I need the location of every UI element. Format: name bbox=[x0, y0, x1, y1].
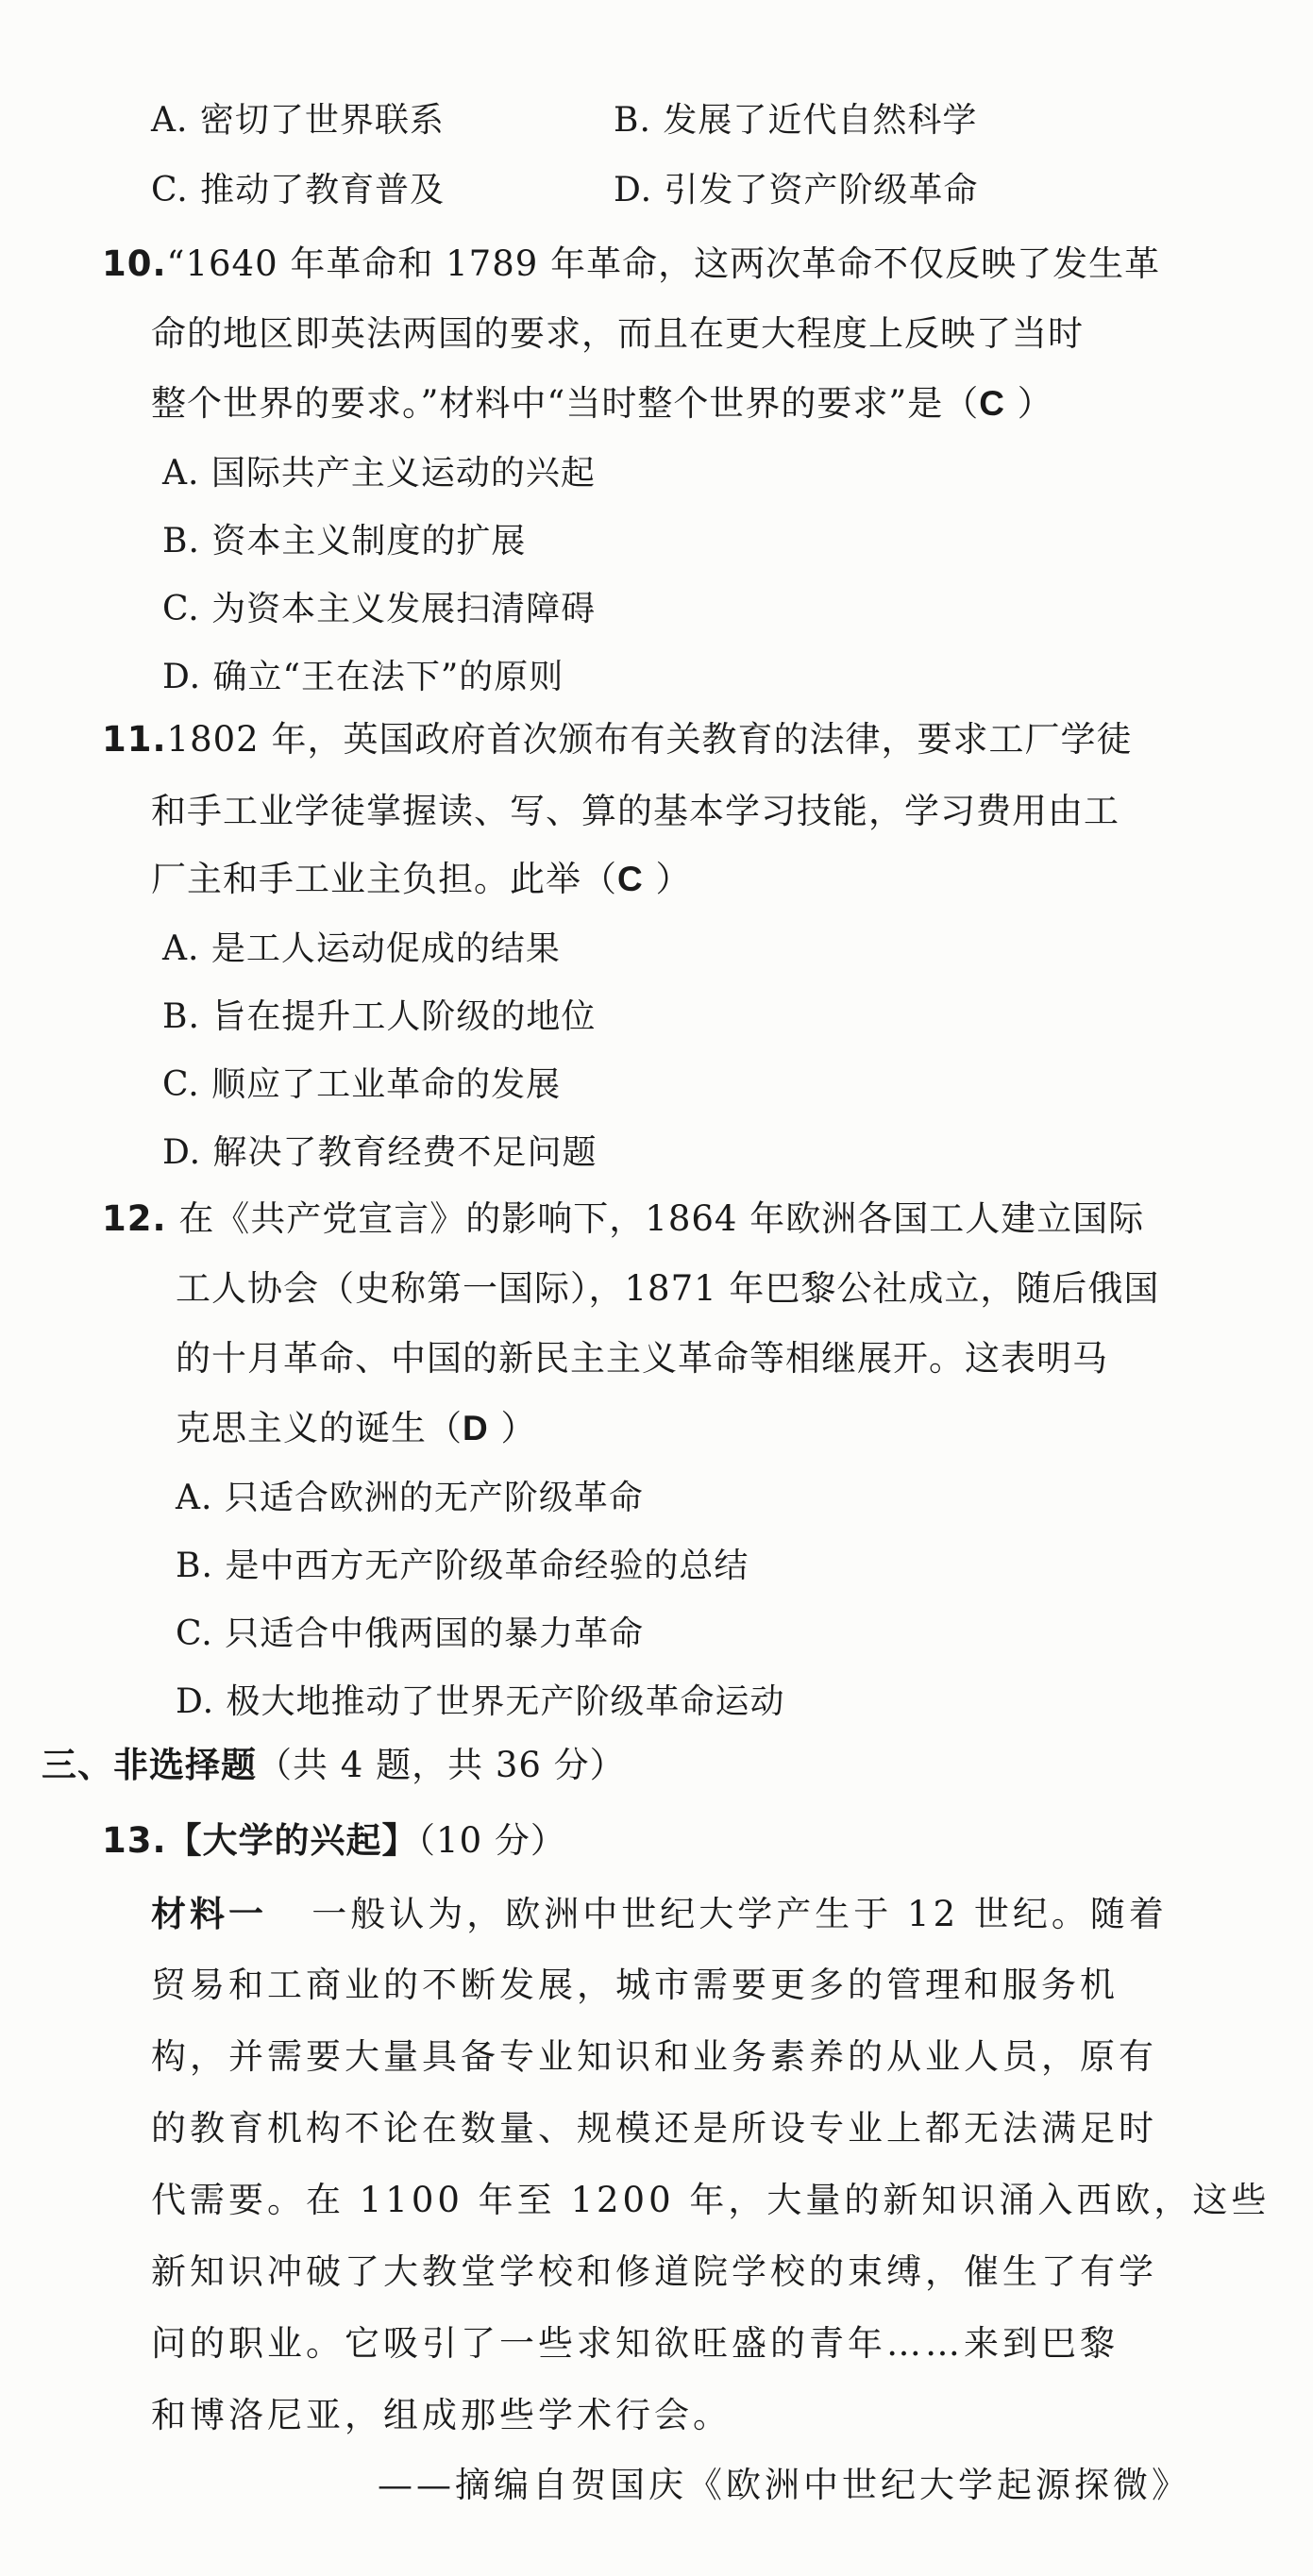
question-11-line-3: 厂主和手工业主负担。此举（C ） bbox=[151, 859, 692, 899]
q10-option-c: C. 为资本主义发展扫清障碍 bbox=[162, 590, 597, 628]
question-title: 【大学的兴起】 bbox=[166, 1819, 418, 1861]
q11-option-b: B. 旨在提升工人阶级的地位 bbox=[162, 997, 597, 1036]
q12-option-d: D. 极大地推动了世界无产阶级革命运动 bbox=[176, 1682, 785, 1721]
question-10-line-1: 10.“1640 年革命和 1789 年革命，这两次革命不仅反映了发生革 bbox=[102, 243, 1161, 284]
section-title: 三、非选择题 bbox=[42, 1744, 257, 1785]
question-number: 13. bbox=[102, 1820, 167, 1861]
material-line-6: 新知识冲破了大教堂学校和修道院学校的束缚，催生了有学 bbox=[151, 2251, 1157, 2292]
question-11-line-2: 和手工业学徒掌握读、写、算的基本学习技能，学习费用由工 bbox=[151, 791, 1119, 831]
material-line-4: 的教育机构不论在数量、规模还是所设专业上都无法满足时 bbox=[151, 2108, 1157, 2149]
q11-option-d: D. 解决了教育经费不足问题 bbox=[162, 1133, 598, 1172]
q11-option-c: C. 顺应了工业革命的发展 bbox=[162, 1065, 562, 1104]
q12-option-c: C. 只适合中俄两国的暴力革命 bbox=[176, 1614, 645, 1653]
q9-option-c: C. 推动了教育普及 bbox=[151, 171, 446, 209]
question-12-line-2: 工人协会（史称第一国际），1871 年巴黎公社成立，随后俄国 bbox=[176, 1268, 1160, 1309]
q10-option-b: B. 资本主义制度的扩展 bbox=[162, 522, 527, 560]
q10-option-a: A. 国际共产主义运动的兴起 bbox=[162, 454, 596, 493]
answer-mark: D bbox=[463, 1409, 489, 1447]
answer-mark: C bbox=[617, 860, 644, 898]
question-number: 11. bbox=[102, 719, 167, 760]
q10-option-d: D. 确立“王在法下”的原则 bbox=[162, 658, 564, 696]
question-number: 12. bbox=[102, 1198, 167, 1239]
q9-option-b: B. 发展了近代自然科学 bbox=[614, 101, 978, 140]
q9-option-d: D. 引发了资产阶级革命 bbox=[614, 171, 979, 209]
material-source: ——摘编自贺国庆《欧洲中世纪大学起源探微》 bbox=[378, 2465, 1190, 2505]
question-12-line-3: 的十月革命、中国的新民主主义革命等相继展开。这表明马 bbox=[176, 1338, 1108, 1379]
question-12-line-4: 克思主义的诞生（D ） bbox=[176, 1408, 537, 1448]
q12-option-b: B. 是中西方无产阶级革命经验的总结 bbox=[176, 1547, 749, 1585]
q11-option-a: A. 是工人运动促成的结果 bbox=[162, 929, 561, 968]
q9-option-a: A. 密切了世界联系 bbox=[151, 101, 445, 140]
material-line-5: 代需要。在 1100 年至 1200 年，大量的新知识涌入西欧，这些 bbox=[151, 2180, 1271, 2220]
question-10-line-2: 命的地区即英法两国的要求，而且在更大程度上反映了当时 bbox=[151, 313, 1084, 354]
material-line-3: 构，并需要大量具备专业知识和业务素养的从业人员，原有 bbox=[151, 2036, 1157, 2077]
question-12-line-1: 12. 在《共产党宣言》的影响下，1864 年欧洲各国工人建立国际 bbox=[102, 1198, 1145, 1239]
material-line-1: 材料一 一般认为，欧洲中世纪大学产生于 12 世纪。随着 bbox=[151, 1893, 1168, 1934]
question-number: 10. bbox=[102, 243, 167, 284]
material-label: 材料一 bbox=[151, 1893, 267, 1934]
material-line-7: 问的职业。它吸引了一些求知欲旺盛的青年……来到巴黎 bbox=[151, 2323, 1119, 2364]
q12-option-a: A. 只适合欧洲的无产阶级革命 bbox=[176, 1479, 644, 1517]
answer-mark: C bbox=[979, 384, 1005, 423]
section-heading bbox=[42, 1742, 626, 1788]
question-11-line-1: 11.1802 年，英国政府首次颁布有关教育的法律，要求工厂学徒 bbox=[102, 719, 1133, 760]
question-13-heading bbox=[102, 1817, 566, 1864]
material-line-2: 贸易和工商业的不断发展，城市需要更多的管理和服务机 bbox=[151, 1965, 1119, 2005]
question-points: （10 分） bbox=[417, 1820, 566, 1861]
material-line-8: 和博洛尼亚，组成那些学术行会。 bbox=[151, 2395, 732, 2435]
section-info: （共 4 题，共 36 分） bbox=[257, 1745, 626, 1785]
question-10-line-3: 整个世界的要求。”材料中“当时整个世界的要求”是（C ） bbox=[151, 383, 1053, 424]
